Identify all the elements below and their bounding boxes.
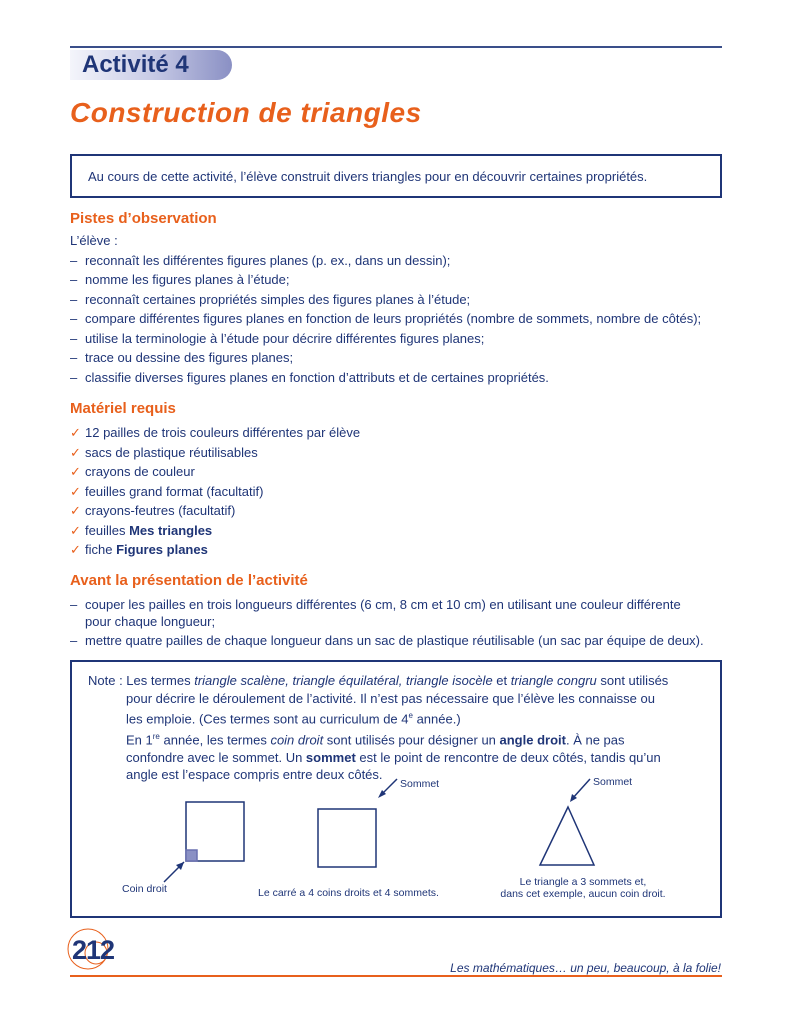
activity-badge xyxy=(70,50,232,80)
list-item: ✓ 12 pailles de trois couleurs différentes par élève xyxy=(70,423,725,443)
top-rule xyxy=(70,46,722,48)
coin-droit-label: Coin droit xyxy=(122,883,167,895)
list-item: – nomme les figures planes à l’étude; xyxy=(70,272,290,287)
page-title: Construction de triangles xyxy=(70,97,422,128)
list-item: – reconnaît les différentes figures planes (p. ex., dans un dessin); xyxy=(70,252,451,268)
check-icon: ✓ xyxy=(70,483,81,499)
list-item: – compare différentes figures planes en fonction de leurs propriétés (nombre de sommets, nombre de côtés); xyxy=(70,311,702,326)
pistes-heading: Pistes d’observation xyxy=(70,210,217,227)
list-item: – trace ou dessine des figures planes; xyxy=(70,350,294,365)
check-icon: ✓ xyxy=(70,464,81,479)
pistes-list xyxy=(70,231,725,387)
activity-label: Activité 4 xyxy=(82,51,189,78)
pistes-lead: L’élève : xyxy=(70,233,118,248)
triangle-figure xyxy=(540,807,594,865)
check-icon: ✓ xyxy=(70,444,81,460)
list-item: ✓ sacs de plastique réutilisables xyxy=(70,443,725,463)
check-icon: ✓ xyxy=(70,503,81,518)
list-item: – classifie diverses figures planes en fonction d’attributs et de certaines propriétés. xyxy=(70,369,549,385)
carre-caption: Le carré a 4 coins droits et 4 sommets. xyxy=(258,887,439,899)
right-angle-marker xyxy=(186,850,197,861)
intro-box xyxy=(70,154,722,198)
footer-tagline: Les mathématiques… un peu, beaucoup, à la folie! xyxy=(450,961,721,975)
list-item: ✓ fiche Figures planes xyxy=(70,540,725,560)
triangle-caption: Le triangle a 3 sommets et, dans cet exemple, aucun coin droit. xyxy=(500,876,666,900)
list-item: ✓ feuilles grand format (facultatif) xyxy=(70,482,725,502)
check-icon: ✓ xyxy=(70,542,81,557)
list-item: ✓ crayons de couleur xyxy=(70,462,725,482)
list-item: – utilise la terminologie à l’étude pour décrire différentes figures planes; xyxy=(70,330,485,346)
materiel-list xyxy=(70,423,725,560)
check-icon: ✓ xyxy=(70,425,81,440)
materiel-heading: Matériel requis xyxy=(70,400,176,417)
avant-list xyxy=(70,596,725,649)
page-number: 212 xyxy=(72,935,115,965)
list-item: – couper les pailles en trois longueurs différentes (6 cm, 8 cm et 10 cm) en utilisant une couleur différente pour chaque longueur; xyxy=(70,597,681,629)
list-item: ✓ crayons-feutres (facultatif) xyxy=(70,501,725,521)
list-item: – mettre quatre pailles de chaque longueur dans un sac de plastique réutilisable (un sac par équipe de deux). xyxy=(70,633,704,648)
intro-text: Au cours de cette activité, l’élève construit divers triangles pour en découvrir certaines propriétés. xyxy=(88,169,648,184)
sommet-label-1: Sommet xyxy=(400,778,440,790)
avant-heading: Avant la présentation de l’activité xyxy=(70,572,308,589)
list-item: ✓ feuilles Mes triangles xyxy=(70,521,725,541)
note-text: Note : Les termes triangle scalène, triangle équilatéral, triangle isocèle et triangle congru sont utilisés pour décrire le déroulement de l’activité. Il n’est pas nécessaire que l’élève les connaisse ou les emploie. (Ces termes sont au curriculum de 4e année.) En 1re année, les termes coin droit sont utilisés pour désigner un angle droit. À ne pas confondre avec le sommet. Un sommet est le point de rencontre de deux côtés, tandis qu’un angle est l’espace compris entre deux côtés. xyxy=(88,673,669,783)
check-icon: ✓ xyxy=(70,522,81,538)
footer-rule xyxy=(70,975,722,977)
list-item: – reconnaît certaines propriétés simples des figures planes à l’étude; xyxy=(70,291,471,307)
note-box xyxy=(70,660,722,918)
square-figure-2 xyxy=(318,809,376,867)
sommet-label-2: Sommet xyxy=(593,776,633,788)
arrow-sommet-2 xyxy=(572,779,590,799)
